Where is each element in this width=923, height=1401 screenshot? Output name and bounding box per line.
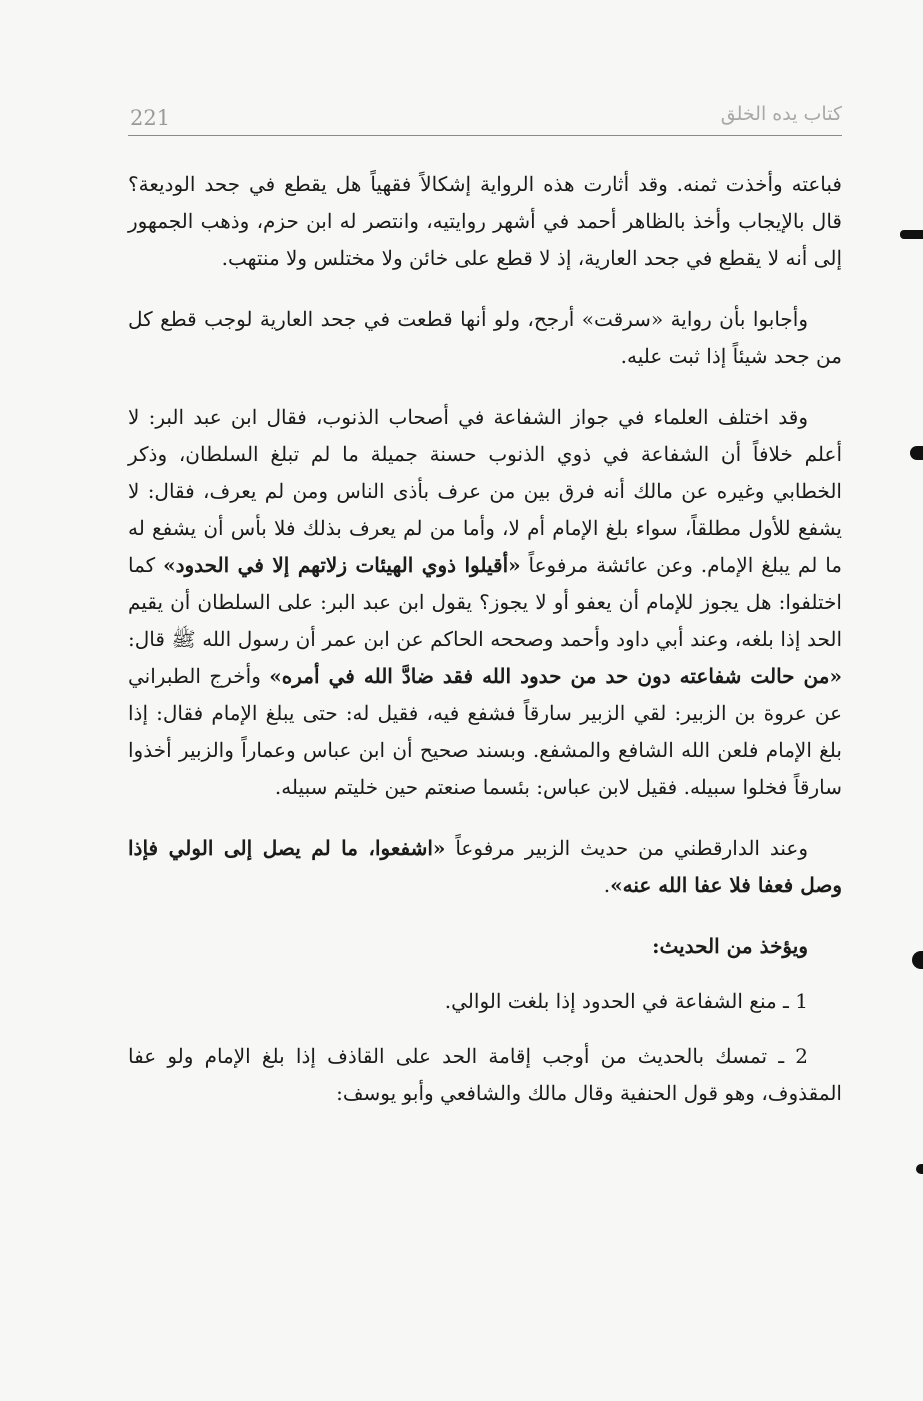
paragraph-4 <box>128 830 842 904</box>
hadith-quote-2: «من حالت شفاعته دون حد من حدود الله فقد ضادَّ الله في أمره» <box>269 664 842 688</box>
hadith-quote-1: «أقيلوا ذوي الهيئات زلاتهم إلا في الحدود» <box>163 553 521 577</box>
margin-mark-4 <box>916 1164 923 1174</box>
margin-mark-3 <box>912 951 923 969</box>
page-number: 221 <box>130 106 171 130</box>
paragraph-1: فباعته وأخذت ثمنه. وقد أثارت هذه الرواية إشكالاً فقهياً هل يقطع في جحد الوديعة؟ قال بالإيجاب وأخذ بالظاهر أحمد في أشهر روايتيه، وانتصر له ابن حزم، وذهب الجمهور إلى أنه لا يقطع في جحد العارية، إذ لا قطع على خائن ولا مختلس ولا منتهب. <box>128 172 842 270</box>
list-item-2: 2 ـ تمسك بالحديث من أوجب إقامة الحد على القاذف إذا بلغ الإمام ولو عفا المقذوف، وهو قول الحنفية وقال مالك والشافعي وأبو يوسف: <box>128 1044 842 1105</box>
section-subheading: ويؤخذ من الحديث: <box>652 934 808 958</box>
page-header <box>128 100 842 136</box>
page-body <box>128 166 842 1130</box>
paragraph-3-text-b: كما اختلفوا: هل يجوز للإمام أن يعفو أو لا يجوز؟ يقول ابن عبد البر: على السلطان أن يقيم الحد إذا بلغه، وعند أبي داود وأحمد وصححه الحاكم عن ابن عمر أن رسول الله ﷺ قال: <box>128 553 842 651</box>
list-item-1: 1 ـ منع الشفاعة في الحدود إذا بلغت الوالي. <box>444 989 808 1013</box>
paragraph-3 <box>128 399 842 806</box>
paragraph-3-text-a: وقد اختلف العلماء في جواز الشفاعة في أصحاب الذنوب، فقال ابن عبد البر: لا أعلم خلافاً أن الشفاعة في ذوي الذنوب حسنة جميلة ما لم تبلغ السلطان، وذكر الخطابي وغيره عن مالك أنه فرق بين من عرف بأذى الناس ومن لم يعرف، فقال: لا يشفع للأول مطلقاً، سواء بلغ الإمام أم لا، وأما من لم يعرف بذلك فلا بأس أن يشفع له ما لم يبلغ الإمام. وعن عائشة مرفوعاً <box>128 405 842 577</box>
margin-mark-2 <box>910 446 923 460</box>
header-rule <box>128 135 842 136</box>
paragraph-2: وأجابوا بأن رواية «سرقت» أرجح، ولو أنها قطعت في جحد العارية لوجب قطع كل من جحد شيئاً إذا ثبت عليه. <box>128 307 842 368</box>
hadith-quote-3: «اشفعوا، ما لم يصل إلى الولي فإذا وصل فعفا فلا عفا الله عنه» <box>128 836 842 897</box>
margin-mark-1 <box>900 230 923 239</box>
paragraph-4-text: وعند الدارقطني من حديث الزبير مرفوعاً <box>455 836 808 860</box>
paragraph-4-end: . <box>603 873 611 897</box>
running-head: كتاب يده الخلق <box>720 103 842 125</box>
paragraph-3-text-c: وأخرج الطبراني عن عروة بن الزبير: لقي الزبير سارقاً فشفع فيه، فقيل له: حتى يبلغ الإمام فقال: إذا بلغ الإمام فلعن الله الشافع والمشفع. وبسند صحيح أن ابن عباس وعماراً والزبير أخذوا سارقاً فخلوا سبيله. فقيل لابن عباس: بئسما صنعتم حين خليتم سبيله. <box>128 664 843 799</box>
